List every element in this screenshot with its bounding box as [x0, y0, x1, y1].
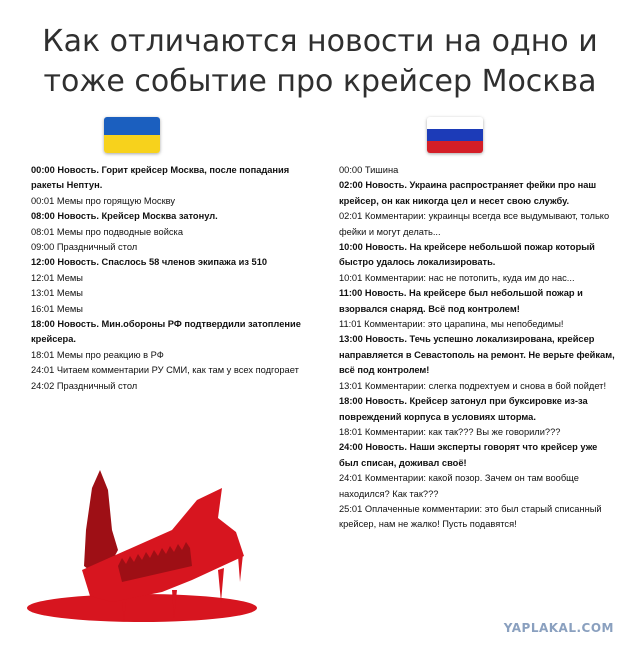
entry-text: Мемы про подводные войска [54, 226, 183, 237]
entry-time: 18:00 [31, 319, 55, 330]
entry-text: Читаем комментарии РУ СМИ, как там у всех подгорает [54, 365, 299, 376]
timeline-entry [31, 363, 313, 378]
watermark: YAPLAKAL.COM [503, 621, 614, 635]
timeline-entry [31, 317, 313, 348]
timeline-entry [31, 271, 313, 286]
entry-time: 08:01 [31, 226, 55, 237]
timeline-entry [339, 471, 617, 502]
entry-time: 02:01 [339, 211, 363, 222]
entry-text: Новость. На крейсере небольшой пожар который быстро удалось локализировать. [339, 242, 595, 268]
entry-text: Мемы [54, 303, 83, 314]
entry-time: 24:01 [31, 365, 55, 376]
entry-text: Новость. Крейсер затонул при буксировке из-за повреждений корпуса в условиях шторма. [339, 396, 588, 422]
page-title [0, 22, 640, 102]
entry-time: 00:01 [31, 195, 55, 206]
entry-time: 13:01 [31, 288, 55, 299]
timeline-entry [339, 502, 617, 533]
entry-time: 10:00 [339, 242, 363, 253]
entry-text: Комментарии: украинцы всегда все выдумывают, только фейки и могут делать... [339, 211, 610, 237]
timeline-entry [339, 379, 617, 394]
russia-flag-icon [427, 117, 483, 153]
timeline-entry [339, 394, 617, 425]
entry-time: 24:02 [31, 380, 55, 391]
timeline-entry [339, 317, 617, 332]
timeline-entry [31, 379, 313, 394]
entry-text: Новость. Крейсер Москва затонул. [54, 211, 218, 222]
entry-time: 13:01 [339, 380, 363, 391]
entry-text: Мемы про реакцию в РФ [54, 349, 164, 360]
entry-text: Праздничный стол [54, 380, 138, 391]
entry-text: Праздничный стол [54, 242, 138, 253]
entry-time: 16:01 [31, 303, 55, 314]
timeline-entry [31, 163, 313, 194]
timeline-entry [339, 425, 617, 440]
timeline-entry [31, 302, 313, 317]
entry-text: Комментарии: слегка подрехтуем и снова в бой пойдет! [362, 380, 607, 391]
entry-text: Комментарии: это царапина, мы непобедимы! [361, 319, 564, 330]
entry-time: 12:01 [31, 272, 55, 283]
russia-news-timeline [339, 163, 617, 533]
timeline-entry [31, 194, 313, 209]
timeline-entry [31, 209, 313, 224]
timeline-entry [339, 209, 617, 240]
entry-text: Новость. Наши эксперты говорят что крейсер уже был списан, доживал своё! [339, 442, 598, 468]
timeline-entry [31, 286, 313, 301]
entry-text: Комментарии: как так??? Вы же говорили??? [362, 426, 561, 437]
entry-time: 18:00 [339, 396, 363, 407]
timeline-entry [31, 348, 313, 363]
entry-time: 02:00 [339, 180, 363, 191]
entry-text: Новость. Спаслось 58 членов экипажа из 510 [54, 257, 268, 268]
timeline-entry [339, 178, 617, 209]
timeline-entry [339, 332, 617, 378]
entry-time: 10:01 [339, 272, 363, 283]
entry-time: 25:01 [339, 503, 363, 514]
timeline-entry [339, 286, 617, 317]
entry-time: 11:01 [339, 319, 362, 330]
ukraine-flag-icon [104, 117, 160, 153]
entry-time: 11:00 [339, 288, 363, 299]
timeline-entry [31, 240, 313, 255]
entry-text: Новость. Течь успешно локализирована, крейсер направляется в Севастополь на ремонт. Не верьте фейкам, всё под контролем! [339, 334, 615, 376]
ukraine-news-timeline [31, 163, 313, 394]
entry-text: Новость. На крейсере был небольшой пожар и взорвался снаряд. Всё под контролем! [339, 288, 583, 314]
timeline-entry [31, 255, 313, 270]
entry-text: Новость. Горит крейсер Москва, после попадания ракеты Нептун. [31, 165, 290, 191]
entry-time: 24:01 [339, 473, 363, 484]
title-line-2: тоже событие про крейсер Москва [43, 64, 597, 99]
sinking-kremlin-ship-illustration [22, 470, 272, 630]
timeline-entry [339, 440, 617, 471]
entry-time: 13:00 [339, 334, 363, 345]
timeline-entry [339, 271, 617, 286]
entry-text: Мемы [54, 288, 83, 299]
timeline-entry [339, 163, 617, 178]
entry-text: Новость. Украина распространяет фейки про наш крейсер, он как никогда цел и несет свою службу. [339, 180, 597, 206]
entry-time: 12:00 [31, 257, 55, 268]
timeline-entry [31, 225, 313, 240]
entry-text: Комментарии: нас не потопить, куда им до нас... [362, 272, 575, 283]
entry-time: 00:00 [31, 165, 55, 175]
entry-text: Комментарии: какой позор. Зачем он там вообще находился? Как так??? [339, 473, 579, 499]
title-line-1: Как отличаются новости на одно и [42, 24, 598, 59]
timeline-entry [339, 240, 617, 271]
entry-time: 00:00 [339, 165, 363, 175]
entry-text: Тишина [362, 165, 399, 175]
entry-time: 08:00 [31, 211, 55, 222]
entry-text: Мемы [54, 272, 83, 283]
entry-time: 18:01 [31, 349, 55, 360]
entry-time: 24:00 [339, 442, 363, 453]
entry-text: Оплаченные комментарии: это был старый списанный крейсер, нам не жалко! Пусть подавятся! [339, 503, 602, 530]
entry-text: Новость. Мин.обороны РФ подтвердили затопление крейсера. [31, 319, 301, 345]
entry-time: 09:00 [31, 242, 55, 253]
entry-text: Мемы про горящую Москву [54, 195, 176, 206]
blood-pool [27, 594, 257, 622]
entry-time: 18:01 [339, 426, 363, 437]
